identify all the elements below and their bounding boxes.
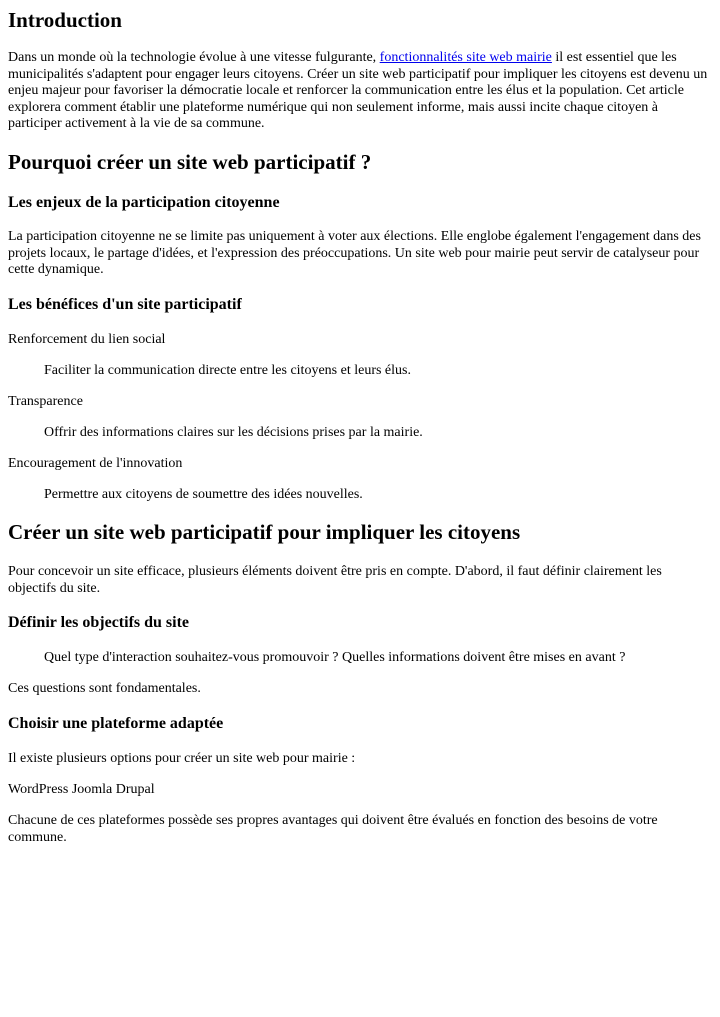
platform-intro: Il existe plusieurs options pour créer un site web pour mairie : — [8, 751, 356, 766]
benefices-heading: Les bénéfices d'un site participatif — [8, 296, 242, 313]
platform-list: WordPress Joomla Drupal — [8, 782, 155, 797]
intro-text-before-link: Dans un monde où la technologie évolue à une vitesse fulgurante, — [8, 50, 380, 65]
platform-outro: Chacune de ces plateformes possède ses propres avantages qui doivent être évalués en fonction des besoins de votre commune. — [8, 813, 658, 845]
benefit-description: Offrir des informations claires sur les décisions prises par la mairie. — [44, 425, 423, 440]
benefit-term: Renforcement du lien social — [8, 332, 166, 347]
benefit-term: Encouragement de l'innovation — [8, 456, 183, 471]
intro-text-after-link: il est essentiel que les municipalités s'adaptent pour engager leurs citoyens. Créer un site web participatif pour impliquer les citoyens est devenu un enjeu majeur pour favoriser la démocratie locale et renforcer la communication entre les élus et la population. Cet article explorera comment établir une plateforme numérique qui non seulement informe, mais aussi incite chaque citoyen à participer activement à la vie de sa commune. — [8, 50, 708, 131]
enjeux-paragraph: La participation citoyenne ne se limite pas uniquement à voter aux élections. Elle englobe également l'engagement dans des projets locaux, le partage d'idées, et l'expression des préoccupations. Un site web pour mairie peut servir de catalyseur pour cette dynamique. — [8, 229, 701, 277]
benefit-description: Permettre aux citoyens de soumettre des idées nouvelles. — [44, 487, 363, 502]
create-heading: Créer un site web participatif pour impliquer les citoyens — [8, 520, 521, 544]
benefit-description: Faciliter la communication directe entre les citoyens et leurs élus. — [44, 363, 411, 378]
objectives-question: Quel type d'interaction souhaitez-vous promouvoir ? Quelles informations doivent être mises en avant ? — [44, 650, 626, 665]
platform-heading: Choisir une plateforme adaptée — [8, 715, 224, 732]
objectives-note: Ces questions sont fondamentales. — [8, 681, 201, 696]
intro-paragraph — [8, 50, 712, 133]
objectives-heading: Définir les objectifs du site — [8, 614, 190, 631]
enjeux-heading: Les enjeux de la participation citoyenne — [8, 194, 280, 211]
benefit-term: Transparence — [8, 394, 83, 409]
intro-heading: Introduction — [8, 8, 122, 32]
create-intro-paragraph: Pour concevoir un site efficace, plusieurs éléments doivent être pris en compte. D'abord, il faut définir clairement les objectifs du site. — [8, 564, 662, 596]
fonctionnalites-link[interactable]: fonctionnalités site web mairie — [379, 50, 552, 65]
why-heading: Pourquoi créer un site web participatif ? — [8, 150, 372, 174]
